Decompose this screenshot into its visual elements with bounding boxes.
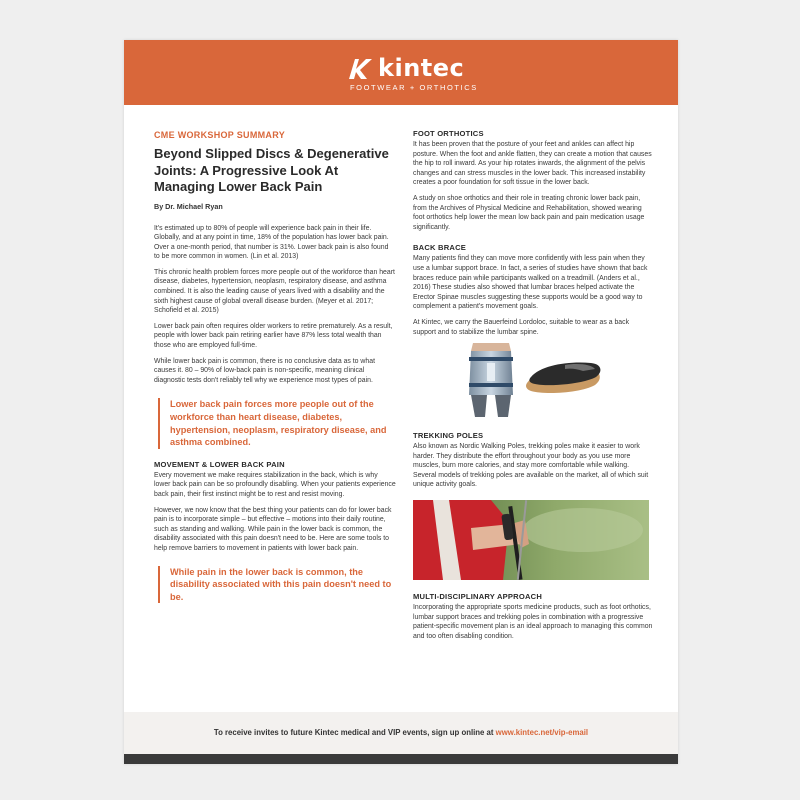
movement-paragraph: Every movement we make requires stabilization in the back, which is why lower back pain can be so profoundly disabling. When your patients experience back pain, their first instinct might be to rest and resist moving. — [154, 471, 396, 498]
foot-orthotics-paragraph: A study on shoe orthotics and their role in treating chronic lower back pain, from the Archives of Physical Medicine and Rehabilitation, showed wearing foot orthotics help lower the mean low back pain and pain medication usage significantly. — [413, 194, 645, 231]
trekking-paragraph: Also known as Nordic Walking Poles, trekking poles make it easier to work harder. They distribute the effort throughout your body as you use more muscles, burn more calories, and stay more comfortable while walking. Several models of trekking poles are available on the market, all of which suit unique activity goals. — [413, 443, 649, 489]
back-brace-paragraph: Many patients find they can move more confidently with less pain when they use a lumbar support brace. In fact, a series of studies have shown that back braces reduce pain while participants walked on a treadmill. (Anders et al., 2016) These studies also showed that lumbar braces helped activate the Erector Spinae muscles suggesting these supports would be a good way to complement a patient's movement goals. — [413, 255, 648, 311]
product-images — [413, 343, 653, 417]
trekking-photo-illustration — [413, 500, 649, 580]
lumbar-brace-image — [463, 343, 519, 417]
footer-banner — [124, 712, 678, 754]
bottom-bar — [124, 754, 678, 764]
brand-tagline: FOOTWEAR + ORTHOTICS — [350, 83, 478, 92]
section-heading-foot-orthotics: FOOT ORTHOTICS — [413, 129, 484, 138]
article-title: Beyond Slipped Discs & Degenerative Joints: A Progressive Look At Managing Lower Back Pain — [154, 146, 389, 194]
foot-orthotics-paragraph: It has been proven that the posture of your feet and ankles can affect hip posture. When the foot and ankle flatten, they can create a motion that causes the hip to roll inward. As your hip rotates inwards, the alignment of the pelvis changes and can stress muscles in the lower back. This increased instability creates a poor foundation for soft tissue in the lower back. — [413, 141, 652, 187]
multidisciplinary-paragraph: Incorporating the appropriate sports medicine products, such as foot orthotics, lumbar support braces and trekking poles in combination with a progressive patient-specific movement plan is an ideal approach to managing this common and too often disabling condition. — [413, 604, 653, 640]
footer-text — [124, 728, 678, 738]
vip-email-link[interactable]: www.kintec.net/vip-email — [495, 728, 589, 737]
intro-paragraph: While lower back pain is common, there is no conclusive data as to what causes it. 80 – 90% of low-back pain is non-specific, meaning clinical diagnostic tests don't reliably tell why we experience most types of pain. — [154, 357, 375, 384]
section-heading-multidisciplinary: MULTI-DISCIPLINARY APPROACH — [413, 592, 543, 602]
pull-quote-workforce: Lower back pain forces more people out of the workforce than heart disease, diabetes, hypertension, neoplasm, respiratory disease, and asthma combined. — [158, 398, 396, 448]
movement-paragraph: However, we now know that the best thing your patients can do for lower back pain is to incorporate simple – but effective – motions into their daily routine, such as standing and walking. While pain in the lower back is common, the disability associated with this pain doesn't need to be. Here are some tools to help remove barriers to movement in patients with lower back pain. — [154, 506, 392, 552]
trekking-poles-photo — [413, 500, 649, 580]
footer-invite-text: To receive invites to future Kintec medical and VIP events, sign up online at — [213, 728, 496, 737]
intro-paragraph: It's estimated up to 80% of people will experience back pain in their life. Globally, and at any point in time, 18% of the population has lower back pain. Over a one-month period, that number is 31%. Lower back pain is also found to be more common in women. (Lin et al. 2013) — [154, 224, 389, 261]
kintec-logo — [348, 55, 488, 95]
back-brace-paragraph: At Kintec, we carry the Bauerfeind Lordoloc, suitable to wear as a back support and to stabilize the lumbar spine. — [413, 318, 630, 336]
article-kicker: CME WORKSHOP SUMMARY — [154, 130, 286, 140]
brand-name: kintec — [378, 54, 465, 82]
section-heading-movement: MOVEMENT & LOWER BACK PAIN — [154, 459, 285, 469]
header-banner — [124, 40, 678, 105]
orthotic-insoles-image — [525, 357, 603, 397]
article-byline: By Dr. Michael Ryan — [154, 201, 223, 211]
intro-paragraph: This chronic health problem forces more people out of the workforce than heart disease, diabetes, hypertension, neoplasm, respiratory disease, and asthma combined. It is also the leading cause of years lived with a disability and the sixth highest cause of global overall disease burden. (Meyer et al. 2017; Schofield et al. 2015) — [154, 268, 395, 315]
intro-paragraph: Lower back pain often requires older workers to retire prematurely. As a result, people with lower back pain retiring earlier have 87% less total wealth than those who are employed full-time. — [154, 322, 393, 350]
section-heading-trekking-poles: TREKKING POLES — [413, 431, 484, 441]
kintec-k-mark-icon — [348, 58, 374, 80]
section-heading-back-brace: BACK BRACE — [413, 243, 467, 253]
pull-quote-disability: While pain in the lower back is common, the disability associated with this pain doesn't need to be. — [158, 566, 396, 604]
right-column — [413, 129, 653, 641]
left-column — [154, 129, 396, 603]
flyer-page — [124, 40, 678, 764]
